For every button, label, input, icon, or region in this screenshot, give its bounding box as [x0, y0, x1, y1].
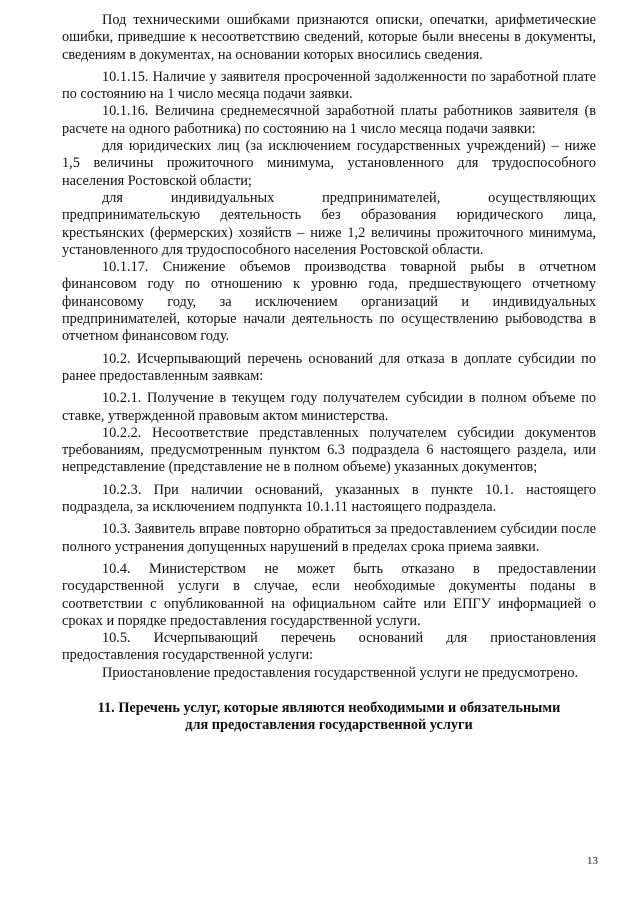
page-number: 13 — [587, 855, 598, 867]
paragraph-10-3: 10.3. Заявитель вправе повторно обратиться за предоставлением субсидии после полного устранения допущенных нарушений в пределах срока приема заявки. — [62, 521, 596, 555]
paragraph-10-2: 10.2. Исчерпывающий перечень оснований для отказа в доплате субсидии по ранее предоставленным заявкам: — [62, 350, 596, 384]
paragraph-10-4: 10.4. Министерством не может быть отказано в предоставлении государственной услуги в случае, если необходимые документы поданы в соответствии с опубликованной на официальном сайте или ЕПГУ информацией о сроках и порядке предоставления государственной услуги. — [62, 560, 596, 629]
paragraph-10-1-17: 10.1.17. Снижение объемов производства товарной рыбы в отчетном финансовом году по отношению к уровню года, предшествующего отчетному финансовому году, за исключением организаций и индивидуальных предпринимателей, которые начали деятельность по осуществлению рыбоводства в отчетном финансовом году. — [62, 259, 596, 345]
section-heading-line-2: для предоставления государственной услуги — [185, 717, 473, 734]
paragraph-10-2-2: 10.2.2. Несоответствие представленных получателем субсидии документов требованиям, предусмотренным пунктом 6.3 подраздела 6 настоящего раздела, или непредставление (представление не в полном объеме) указанных документов; — [62, 424, 596, 476]
paragraph-10-5: 10.5. Исчерпывающий перечень оснований для приостановления предоставления государственной услуги: — [62, 630, 596, 664]
section-heading — [62, 700, 596, 735]
paragraph-10-2-1: 10.2.1. Получение в текущем году получателем субсидии в полном объеме по ставке, утвержденной правовым актом министерства. — [62, 390, 596, 424]
paragraph-10-1-15: 10.1.15. Наличие у заявителя просроченной задолженности по заработной плате по состоянию на 1 число месяца подачи заявки. — [62, 68, 596, 103]
paragraph-legal-entities: для юридических лиц (за исключением государственных учреждений) – ниже 1,5 величины прожиточного минимума, установленного для трудоспособного населения Ростовской области; — [62, 138, 596, 189]
paragraph-10-2-3: 10.2.3. При наличии оснований, указанных в пункте 10.1. настоящего подраздела, за исключением подпункта 10.1.11 настоящего подраздела. — [62, 481, 596, 516]
paragraph-individual-entrepreneurs: для индивидуальных предпринимателей, осуществляющих предпринимательскую деятельность без образования юридического лица, крестьянских (фермерских) хозяйств – ниже 1,2 величины прожиточного минимума, установленного для трудоспособного населения Ростовской области. — [62, 189, 596, 258]
section-heading-line-1: 11. Перечень услуг, которые являются необходимыми и обязательными — [97, 699, 561, 716]
paragraph-10-1-16: 10.1.16. Величина среднемесячной заработной платы работников заявителя (в расчете на одного работника) по состоянию на 1 число месяца подачи заявки: — [62, 103, 596, 137]
document-body — [62, 12, 596, 735]
paragraph-suspension: Приостановление предоставления государственной услуги не предусмотрено. — [102, 664, 579, 681]
paragraph-technical-errors: Под техническими ошибками признаются описки, опечатки, арифметические ошибки, приведшие к несоответствию сведений, которые были внесены в документы, сведениям в документах, на основании которых вносились сведения. — [62, 12, 596, 63]
